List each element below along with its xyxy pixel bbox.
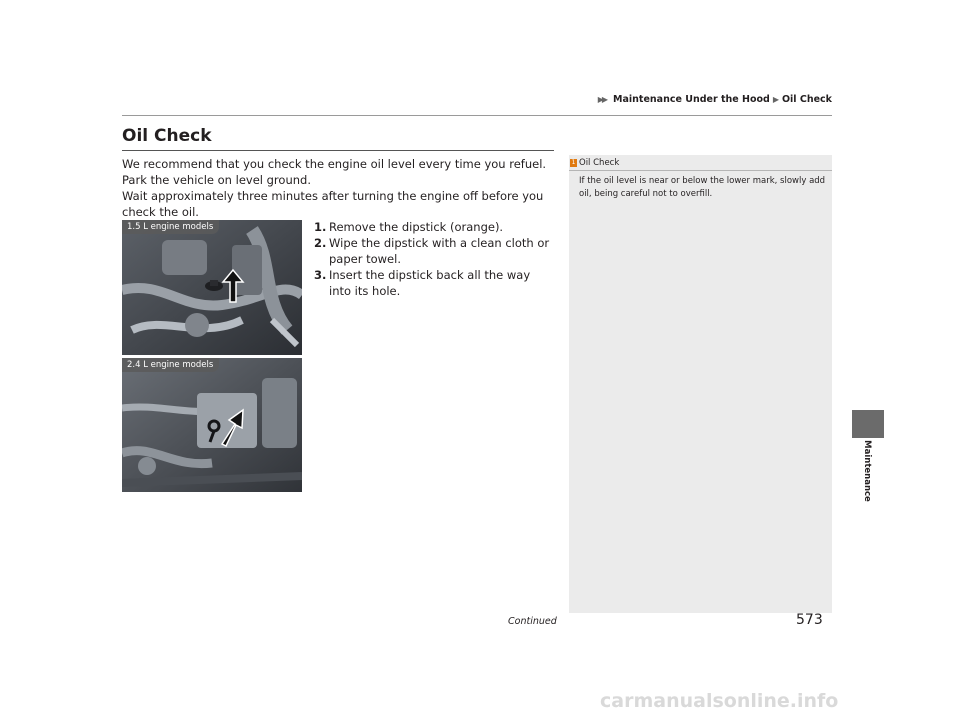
step-text: Insert the dipstick back all the way into its hole. [329, 268, 531, 298]
engine-photo-1-5l [122, 220, 302, 355]
double-arrow-icon: ▶▶ [597, 95, 607, 104]
chapter-tab[interactable] [852, 410, 884, 438]
title-divider [122, 150, 554, 151]
figure-label: 2.4 L engine models [122, 358, 219, 372]
note-text: If the oil level is near or below the lower mark, slowly add oil, being careful not to overfill. [579, 176, 826, 199]
breadcrumb-item-2[interactable]: Oil Check [781, 94, 832, 105]
step-item [314, 219, 550, 235]
step-item [314, 235, 550, 267]
procedure-steps [314, 219, 550, 299]
intro-line: Wait approximately three minutes after turning the engine off before you check the oil. [122, 189, 544, 219]
watermark: carmanualsonline.info [600, 690, 839, 712]
chapter-tab-text: Maintenance [862, 440, 873, 502]
note-divider [569, 170, 832, 171]
step-number: 1. [314, 220, 327, 234]
intro-text [122, 156, 558, 220]
breadcrumb-item-1[interactable]: Maintenance Under the Hood [613, 94, 770, 105]
figure-label: 1.5 L engine models [122, 220, 219, 234]
arrow-icon: ▶ [772, 95, 779, 104]
engine-bay-1-5l-image [122, 220, 302, 355]
engine-bay-2-4l-image [122, 358, 302, 492]
step-text: Wipe the dipstick with a clean cloth or paper towel. [329, 236, 550, 266]
engine-photo-2-4l [122, 358, 302, 492]
intro-line: Park the vehicle on level ground. [122, 173, 311, 187]
note-title[interactable]: Oil Check [579, 158, 620, 168]
step-number: 2. [314, 236, 327, 250]
page-number: 573 [796, 612, 823, 628]
reference-icon: 1 [571, 159, 576, 166]
note-sidebar [569, 155, 832, 613]
chapter-tab-label[interactable] [854, 436, 880, 506]
step-number: 3. [314, 268, 327, 282]
step-item [314, 267, 550, 299]
step-text: Remove the dipstick (orange). [329, 220, 504, 234]
breadcrumb [598, 94, 832, 105]
note-header [569, 158, 832, 168]
continued-label: Continued [508, 616, 557, 627]
header-divider [122, 115, 832, 116]
intro-line: We recommend that you check the engine oil level every time you refuel. [122, 157, 547, 171]
section-title: Oil Check [122, 126, 212, 146]
